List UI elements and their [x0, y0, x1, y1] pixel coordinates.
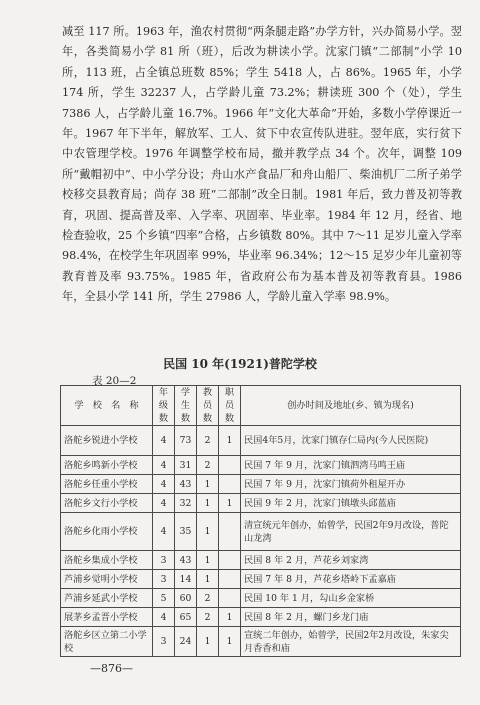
cell-teacher-count: 1 — [197, 494, 219, 513]
cell-teacher-count: 2 — [197, 426, 219, 456]
paragraph-text: 减至 117 所。1963 年，渔农村贯彻“两条腿走路”办学方针，兴办简易小学。翌年，各类简易小学 81 所（班），后改为耕读小学。沈家门镇“二部制”小学 10 所，113 班，占全镇总班数 85%；学生 5418 人，占 86%。1965 年，小学 174 所，学生 32237 人，占学龄儿童 73.2%；耕读班 300 个（处），学生 7386 人，占学龄儿童 16.7%。1966 年“文化大革命”开始，多数小学停课近一年。1967 年下半年，解放军、工人、贫下中农宣传队进驻。翌年底，实行贫下中农管理学校。1976 年调整学校布局，撤并教学点 34 个。次年，调整 109 所“戴帽初中”、中小学分设；舟山水产食品厂和舟山船厂、柴油机厂二所子弟学校移交县教育局；尚存 38 班“二部制”改全日制。1981 年后，致力普及初等教育，巩固、提高普及率、入学率、巩固率、毕业率。1984 年 12 月，经省、地检查验收，25 个乡镇“四率”合格，占乡镇数 80%。其中 7～11 足岁儿童入学率 98.4%，在校学生年巩固率 99%，毕业率 96.34%；12～15 足岁少年儿童初等教育普及率 93.75%。1985 年，省政府公布为基本普及初等教育县。1986 年，全县小学 141 所，学生 27986 人，学龄儿童入学率 98.9%。 — [62, 25, 462, 304]
table-header-row — [61, 386, 461, 426]
table-row — [61, 513, 461, 551]
header-staff-count: 职员数 — [219, 386, 241, 426]
cell-founding-info: 民国 7 年 9 月，沈家门镇泗湾马鸣王庙 — [241, 456, 461, 475]
cell-founding-info: 民国 7 年 9 月，沈家门镇荷外租屋开办 — [241, 475, 461, 494]
cell-staff-count — [219, 513, 241, 551]
cell-student-count: 24 — [175, 627, 197, 657]
table-row — [61, 426, 461, 456]
cell-teacher-count: 1 — [197, 551, 219, 570]
cell-teacher-count: 1 — [197, 570, 219, 589]
cell-founding-info: 民国 8 年 2 月，螺门乡龙门庙 — [241, 608, 461, 627]
cell-school-name: 洛舵乡集成小学校 — [61, 551, 153, 570]
cell-founding-info: 民国 7 年 8 月，芦花乡塔岭下孟嘉庙 — [241, 570, 461, 589]
cell-founding-info: 民国 10 年 1 月，勾山乡金家桥 — [241, 589, 461, 608]
cell-student-count: 35 — [175, 513, 197, 551]
cell-teacher-count: 1 — [197, 627, 219, 657]
cell-teacher-count: 1 — [197, 475, 219, 494]
cell-school-name: 洛舵乡文行小学校 — [61, 494, 153, 513]
header-teacher-count: 教员数 — [197, 386, 219, 426]
table-caption: 民国 10 年(1921)普陀学校 — [163, 357, 317, 371]
schools-table — [60, 385, 461, 657]
cell-student-count: 73 — [175, 426, 197, 456]
cell-grade-count: 5 — [153, 589, 175, 608]
cell-staff-count — [219, 570, 241, 589]
cell-staff-count: 1 — [219, 608, 241, 627]
table-number: 表 20—2 — [92, 375, 137, 387]
cell-school-name: 洛舵乡锐进小学校 — [61, 426, 153, 456]
cell-student-count: 32 — [175, 494, 197, 513]
cell-grade-count: 3 — [153, 570, 175, 589]
cell-school-name: 洛舵乡鸣新小学校 — [61, 456, 153, 475]
header-founding-info: 创办时间及地址(乡、镇为现名) — [241, 386, 461, 426]
cell-teacher-count: 2 — [197, 589, 219, 608]
cell-staff-count — [219, 589, 241, 608]
cell-founding-info: 清宣统元年创办，始曾学，民国2年9月改设，普陀山龙湾 — [241, 513, 461, 551]
cell-school-name: 芦浦乡觉明小学校 — [61, 570, 153, 589]
cell-student-count: 14 — [175, 570, 197, 589]
cell-school-name: 展茅乡孟晋小学校 — [61, 608, 153, 627]
cell-staff-count: 1 — [219, 426, 241, 456]
cell-staff-count: 1 — [219, 494, 241, 513]
cell-grade-count: 4 — [153, 456, 175, 475]
cell-staff-count — [219, 475, 241, 494]
cell-grade-count: 4 — [153, 426, 175, 456]
cell-teacher-count: 1 — [197, 513, 219, 551]
cell-teacher-count: 2 — [197, 608, 219, 627]
cell-school-name: 洛舵乡化雨小学校 — [61, 513, 153, 551]
cell-staff-count — [219, 456, 241, 475]
cell-grade-count: 4 — [153, 475, 175, 494]
cell-school-name: 洛舵乡区立第二小学校 — [61, 627, 153, 657]
table-row — [61, 608, 461, 627]
cell-staff-count — [219, 551, 241, 570]
cell-student-count: 60 — [175, 589, 197, 608]
table-row — [61, 627, 461, 657]
cell-grade-count: 4 — [153, 513, 175, 551]
table-row — [61, 570, 461, 589]
body-paragraph — [62, 22, 462, 308]
header-grade-count: 年级数 — [153, 386, 175, 426]
cell-grade-count: 3 — [153, 627, 175, 657]
table-row — [61, 475, 461, 494]
cell-founding-info: 民国4年5月，沈家门镇存仁局内(今人民医院) — [241, 426, 461, 456]
cell-teacher-count: 2 — [197, 456, 219, 475]
table-row — [61, 589, 461, 608]
cell-founding-info: 民国 8 年 2 月，芦花乡刘家湾 — [241, 551, 461, 570]
header-student-count: 学生数 — [175, 386, 197, 426]
cell-student-count: 31 — [175, 456, 197, 475]
cell-grade-count: 4 — [153, 494, 175, 513]
cell-staff-count: 1 — [219, 627, 241, 657]
cell-student-count: 43 — [175, 475, 197, 494]
table-row — [61, 551, 461, 570]
cell-school-name: 洛舵乡任重小学校 — [61, 475, 153, 494]
cell-founding-info: 宣统二年创办，始曾学，民国2年2月改设，朱家尖月香香和庙 — [241, 627, 461, 657]
table-row — [61, 494, 461, 513]
cell-student-count: 43 — [175, 551, 197, 570]
cell-grade-count: 3 — [153, 551, 175, 570]
header-school-name: 学 校 名 称 — [61, 386, 153, 426]
cell-student-count: 65 — [175, 608, 197, 627]
page-number: —876— — [90, 662, 133, 675]
table-row — [61, 456, 461, 475]
cell-grade-count: 4 — [153, 608, 175, 627]
cell-school-name: 芦浦乡延武小学校 — [61, 589, 153, 608]
cell-founding-info: 民国 9 年 2 月，沈家门镇墩头邱蓝庙 — [241, 494, 461, 513]
